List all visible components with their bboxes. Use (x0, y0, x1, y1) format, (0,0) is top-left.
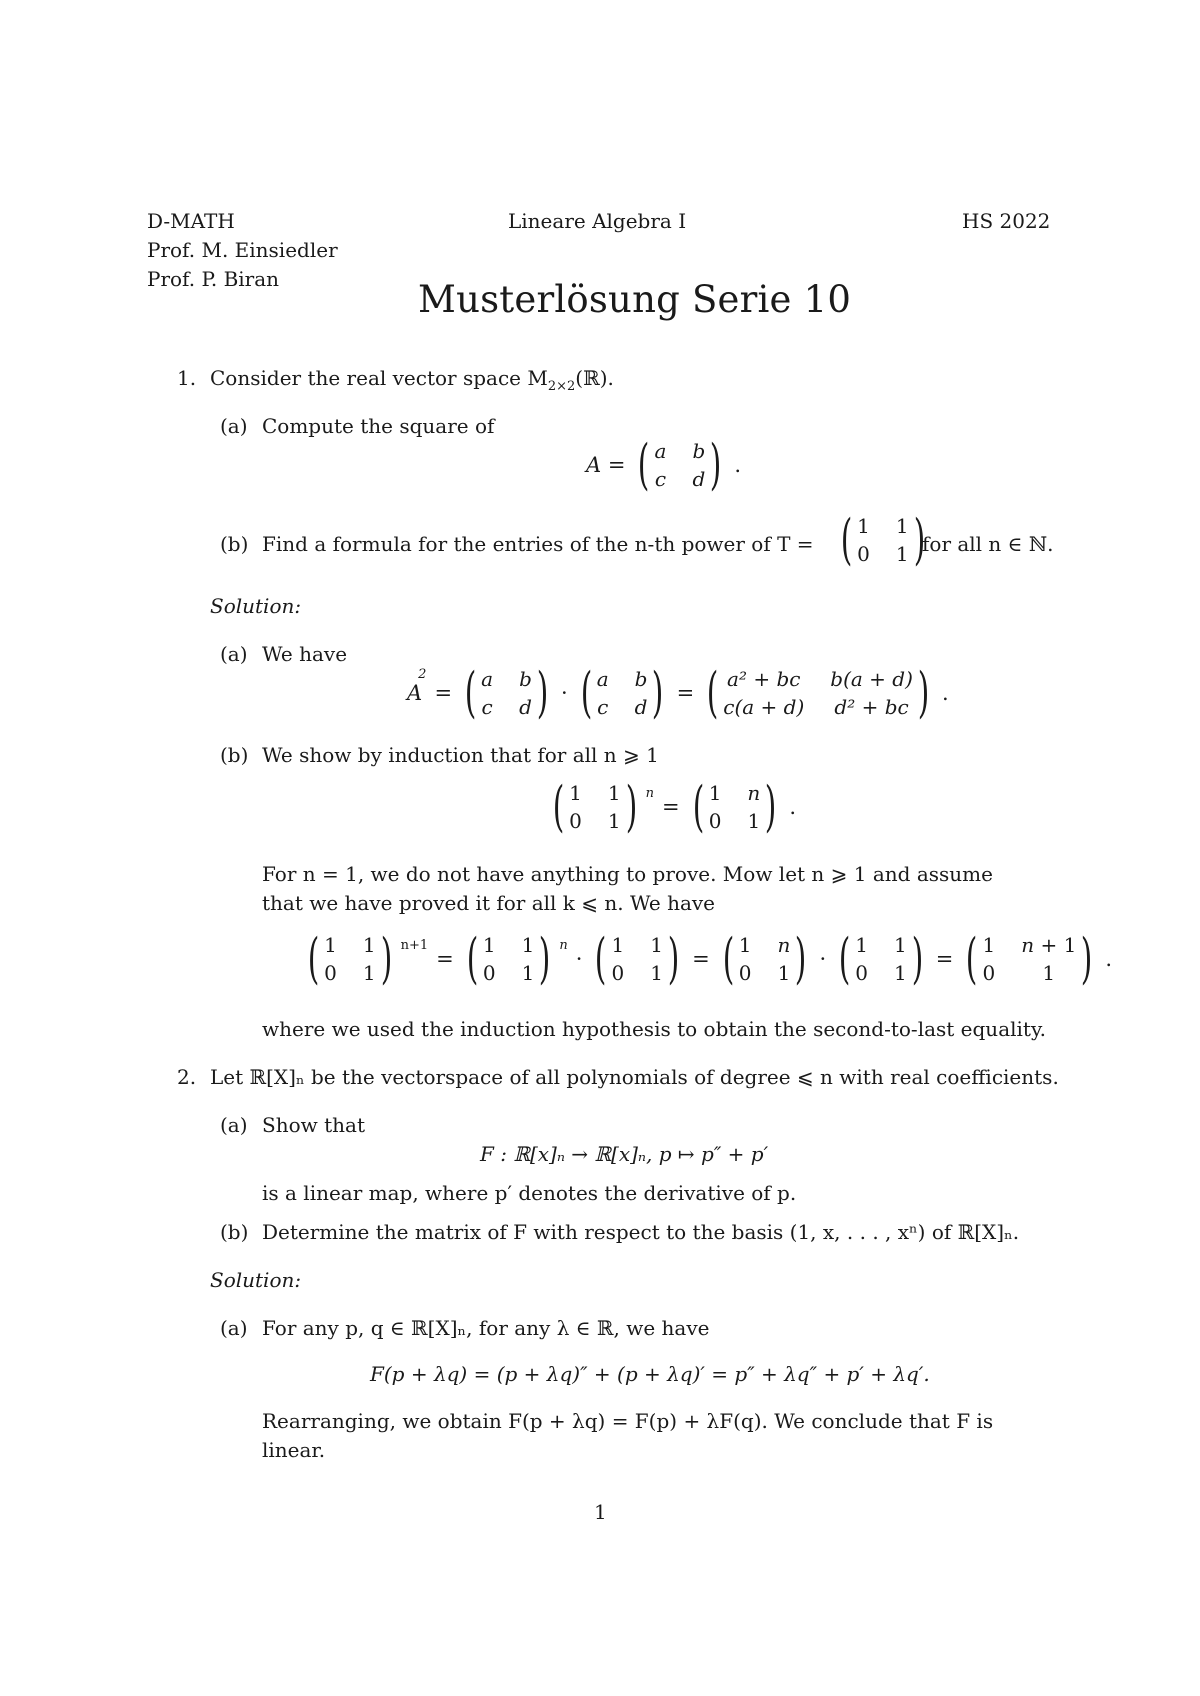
page-title: Musterlösung Serie 10 (418, 278, 852, 321)
q2sa-paragraph-2: linear. (262, 1438, 326, 1462)
q1sb-paragraph-3: where we used the induction hypothesis to obtain the second-to-last equality. (262, 1017, 1046, 1041)
header-dept: D-MATH (147, 209, 235, 233)
q1sb-text: We show by induction that for all n ⩾ 1 (262, 743, 659, 767)
q1a-text: Compute the square of (262, 414, 495, 438)
q2a-label: (a) (220, 1113, 248, 1137)
q1-number: 1. (177, 366, 197, 390)
q2a-equation: F : ℝ[x]ₙ → ℝ[x]ₙ, p ↦ p″ + p′ (480, 1142, 769, 1166)
q2b-label: (b) (220, 1220, 249, 1244)
q2-intro: Let ℝ[X]ₙ be the vectorspace of all polynomials of degree ⩽ n with real coefficients. (210, 1065, 1059, 1089)
q2sa-paragraph-1: Rearranging, we obtain F(p + λq) = F(p) + λF(q). We conclude that F is (262, 1409, 994, 1433)
matrix-T: ( 1 1 0 1 ) (840, 508, 925, 571)
q1sb-induction-equation: ( 1 1 0 1 ) n+1 = ( 1 1 0 1 ) n · ( 1 1 0 1 ) = ( 1 n 0 1 ) · ( 1 1 0 1 ) = ( 1 n + 1 0 1 ) . (307, 927, 1113, 990)
q2sa-label: (a) (220, 1316, 248, 1340)
q1-solution-label: Solution: (210, 594, 302, 618)
page-number: 1 (594, 1500, 607, 1524)
q2a-text2: is a linear map, where p′ denotes the derivative of p. (262, 1181, 797, 1205)
q2a-text: Show that (262, 1113, 365, 1137)
q1sb-paragraph-2: that we have proved it for all k ⩽ n. We have (262, 891, 716, 915)
q1sa-label: (a) (220, 642, 248, 666)
header-course: Lineare Algebra I (508, 209, 687, 233)
q2sa-equation: F(p + λq) = (p + λq)″ + (p + λq)′ = p″ + λq″ + p′ + λq′. (370, 1362, 930, 1386)
q1b-label: (b) (220, 532, 249, 556)
q2-number: 2. (177, 1065, 197, 1089)
q2b-text: Determine the matrix of F with respect to the basis (1, x, . . . , xⁿ) of ℝ[X]ₙ. (262, 1220, 1020, 1244)
q1b-text: Find a formula for the entries of the n-th power of T = (262, 532, 814, 556)
q1sb-equation: ( 1 1 0 1 ) n = ( 1 n 0 1 ) . (552, 775, 797, 838)
q2sa-text: For any p, q ∈ ℝ[X]ₙ, for any λ ∈ ℝ, we have (262, 1316, 710, 1340)
q2-solution-label: Solution: (210, 1268, 302, 1292)
header-prof2: Prof. P. Biran (147, 267, 280, 291)
q1sa-equation: $A^2$ = ( a b c d ) · ( a b c d ) = ( a² + bc b(a + d) c(a + d) d² + bc ) . (407, 661, 949, 724)
header-term: HS 2022 (962, 209, 1051, 233)
q1-intro: Consider the real vector space $M_{2\times 2}(ℝ)$. (210, 366, 614, 394)
q1sb-paragraph-1: For n = 1, we do not have anything to prove. Mow let n ⩾ 1 and assume (262, 862, 993, 886)
q1sb-label: (b) (220, 743, 249, 767)
q1b-text-end: for all n ∈ ℕ. (922, 532, 1054, 556)
matrix-A: ( a b c d ) (638, 433, 722, 496)
q1sa-text: We have (262, 642, 348, 666)
q1a-equation: A = ( a b c d ) . (586, 433, 742, 496)
q1a-label: (a) (220, 414, 248, 438)
header-prof1: Prof. M. Einsiedler (147, 238, 338, 262)
